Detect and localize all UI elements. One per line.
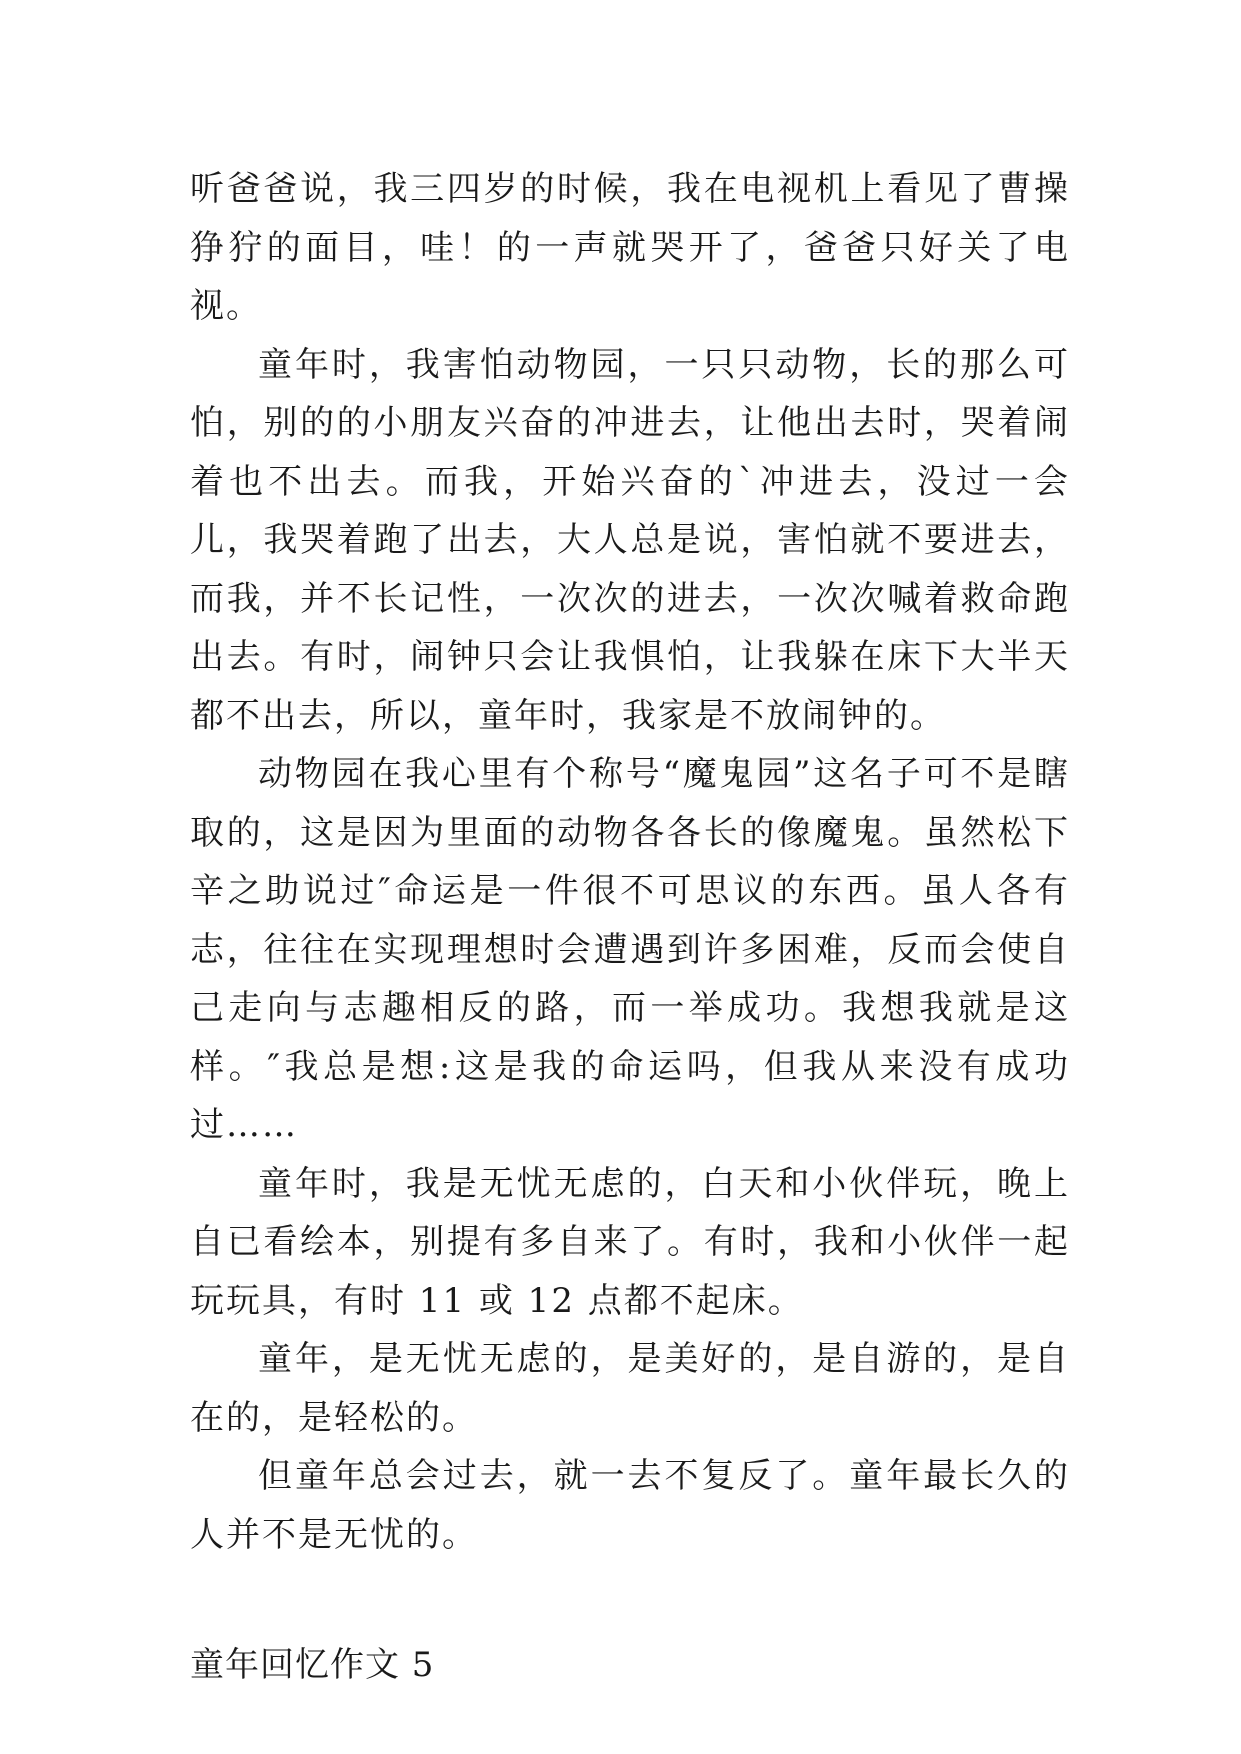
paragraph-5: 童年，是无忧无虑的，是美好的，是自游的，是自在的，是轻松的。: [190, 1339, 1070, 1438]
paragraph-2: 童年时，我害怕动物园，一只只动物，长的那么可怕，别的的小朋友兴奋的冲进去，让他出去时，哭着闹着也不出去。而我，开始兴奋的`冲进去，没过一会儿，我哭着跑了出去，大人总是说，害怕就不要进去，而我，并不长记性，一次次的进去，一次次喊着救命跑出去。有时，闹钟只会让我惧怕，让我躲在床下大半天都不出去，所以，童年时，我家是不放闹钟的。: [190, 344, 1070, 736]
paragraph-3: 动物园在我心里有个称号“魔鬼园”这名子可不是瞎取的，这是因为里面的动物各各长的像魔鬼。虽然松下辛之助说过″命运是一件很不可思议的东西。虽人各有志，往往在实现理想时会遭遇到许多困难，反而会使自己走向与志趣相反的路，而一举成功。我想我就是这样。″我总是想:这是我的命运吗，但我从来没有成功过……: [190, 754, 1070, 1145]
document-body: [190, 160, 1070, 1694]
paragraph-1: 听爸爸说，我三四岁的时候，我在电视机上看见了曹操狰狞的面目，哇！的一声就哭开了，爸爸只好关了电视。: [190, 169, 1070, 326]
section-heading: 童年回忆作文 5: [190, 1645, 435, 1685]
paragraph-4: 童年时，我是无忧无虑的，白天和小伙伴玩，晚上自已看绘本，别提有多自来了。有时，我和小伙伴一起玩玩具，有时 11 或 12 点都不起床。: [190, 1163, 1070, 1321]
paragraph-6: 但童年总会过去，就一去不复反了。童年最长久的人并不是无忧的。: [190, 1456, 1070, 1555]
